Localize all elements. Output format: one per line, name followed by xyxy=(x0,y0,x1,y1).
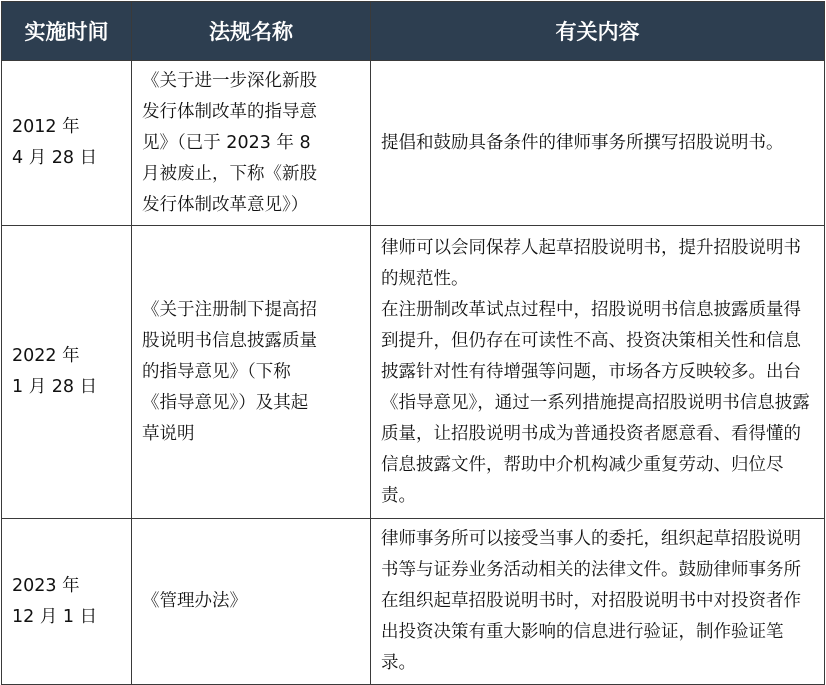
regulation-name-cell xyxy=(132,61,371,226)
name-line: 月被废止，下称《新股 xyxy=(142,163,317,184)
name-line: 股说明书信息披露质量 xyxy=(142,330,317,351)
name-line: 的指导意见》（下称 xyxy=(142,361,291,382)
regulation-table xyxy=(1,1,825,685)
implementation-time-cell xyxy=(2,61,132,226)
table-row xyxy=(2,519,825,685)
table-header xyxy=(2,2,825,61)
name-line: 见》（已于 2023 年 8 xyxy=(142,132,311,153)
implementation-time-cell xyxy=(2,519,132,685)
content-cell xyxy=(371,519,825,685)
table-row xyxy=(2,61,825,226)
header-content: 有关内容 xyxy=(371,2,825,61)
regulation-name-cell xyxy=(132,226,371,519)
table-body xyxy=(2,61,825,685)
content-paragraph: 提倡和鼓励具备条件的律师事务所撰写招股说明书。 xyxy=(381,132,784,153)
content-paragraph: 在注册制改革试点过程中，招股说明书信息披露质量得到提升，但仍存在可读性不高、投资决策相关性和信息披露针对性有待增强等问题，市场各方反映较多。出台《指导意见》，通过一系列措施提高招股说明书信息披露质量，让招股说明书成为普通投资者愿意看、看得懂的信息披露文件，帮助中介机构减少重复劳动、归位尽责。 xyxy=(381,299,810,506)
name-line: 发行体制改革意见》） xyxy=(142,194,309,215)
header-regulation-name: 法规名称 xyxy=(132,2,371,61)
name-line: 《管理办法》 xyxy=(142,591,247,611)
name-line: 《关于进一步深化新股 xyxy=(142,70,317,91)
regulation-name-cell xyxy=(132,519,371,685)
content-cell xyxy=(371,226,825,519)
time-line: 4 月 28 日 xyxy=(12,148,98,168)
header-row xyxy=(2,2,825,61)
time-line: 2023 年 xyxy=(12,575,80,596)
name-line: 《指导意见》）及其起 xyxy=(142,392,309,413)
time-line: 2012 年 xyxy=(12,117,80,137)
table-row xyxy=(2,226,825,519)
time-line: 12 月 1 日 xyxy=(12,606,98,627)
content-paragraph: 律师可以会同保荐人起草招股说明书，提升招股说明书的规范性。 xyxy=(381,237,801,289)
name-line: 发行体制改革的指导意 xyxy=(142,101,317,122)
name-line: 草说明 xyxy=(142,423,195,444)
content-cell xyxy=(371,61,825,226)
header-time: 实施时间 xyxy=(2,2,132,61)
time-line: 2022 年 xyxy=(12,346,80,366)
time-line: 1 月 28 日 xyxy=(12,377,98,397)
content-paragraph: 律师事务所可以接受当事人的委托，组织起草招股说明书等与证券业务活动相关的法律文件。鼓励律师事务所在组织起草招股说明书时，对招股说明书中对投资者作出投资决策有重大影响的信息进行验证，制作验证笔录。 xyxy=(381,529,801,673)
name-line: 《关于注册制下提高招 xyxy=(142,299,317,320)
implementation-time-cell xyxy=(2,226,132,519)
